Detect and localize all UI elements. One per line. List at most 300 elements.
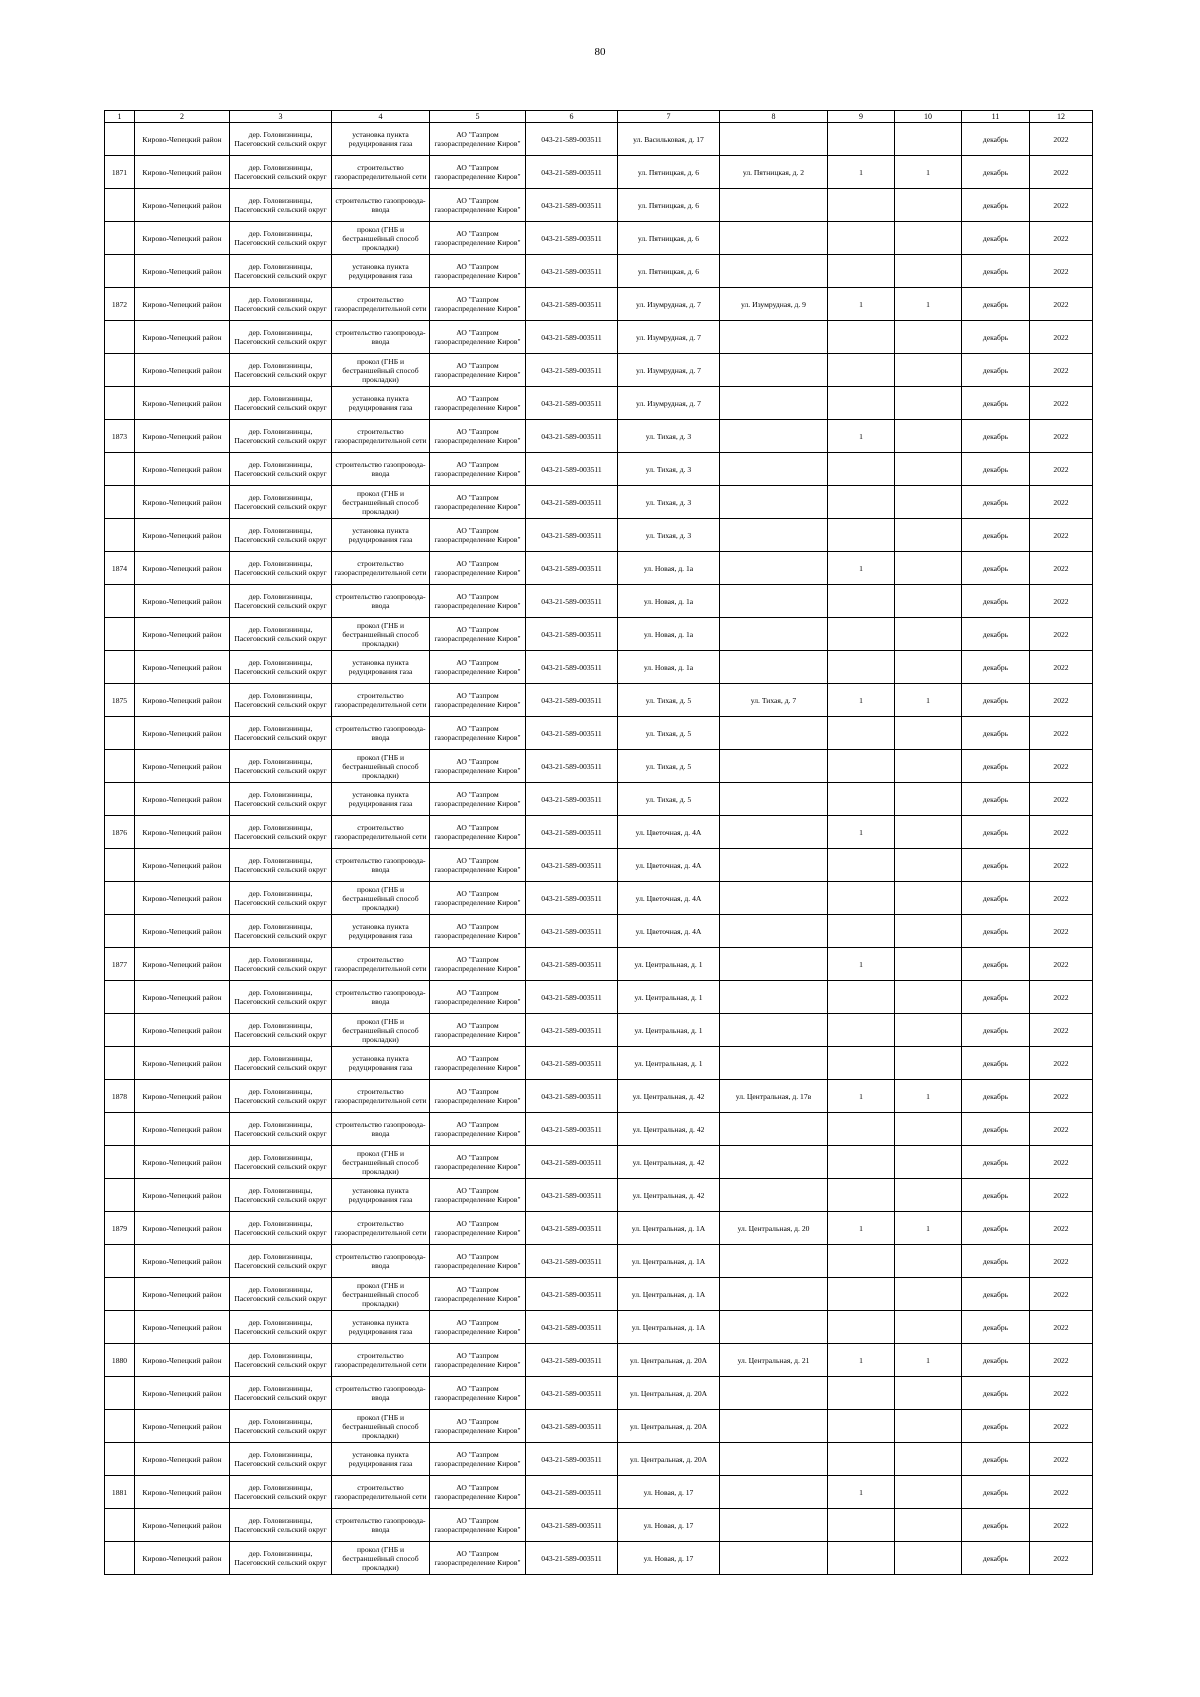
page-number: 80 (594, 46, 606, 58)
district-cell (135, 1146, 230, 1179)
address-cell (618, 1377, 720, 1410)
settlement-cell (230, 1113, 332, 1146)
organization-cell (430, 981, 526, 1014)
connection-address-cell (720, 1146, 828, 1179)
month-cell (962, 222, 1030, 255)
cell-text: 1878 (111, 1091, 128, 1101)
cell-text: 2022 (1053, 596, 1069, 606)
cell-text: Кирово-Чепецкий район (142, 299, 222, 309)
cell-text: ул. Новая, д. 1а (643, 563, 694, 573)
count-cell-10 (895, 1245, 962, 1278)
cell-text: дер. Головизнинцы, Пасеговский сельский округ (234, 757, 327, 775)
cell-text: дер. Головизнинцы, Пасеговский сельский округ (234, 295, 327, 313)
cell-text: 2022 (1053, 1322, 1069, 1332)
cell-text: 043-21-589-003511 (541, 1190, 602, 1200)
row-number-cell (105, 255, 135, 288)
cell-text: 043-21-589-003511 (541, 398, 602, 408)
count-cell-9 (828, 816, 895, 849)
count-cell-10 (895, 189, 962, 222)
connection-address-cell (720, 1344, 828, 1377)
settlement-cell (230, 123, 332, 156)
cell-text: строительство газопровода-ввода (335, 592, 426, 610)
cell-text: АО "Газпром газораспределение Киров" (434, 1483, 521, 1501)
work-type-cell (332, 552, 430, 585)
cell-text: 043-21-589-003511 (541, 1388, 602, 1398)
organization-cell (430, 1014, 526, 1047)
cell-text: прокол (ГНБ и бестраншейный способ прокладки) (342, 1544, 419, 1572)
year-cell (1030, 453, 1093, 486)
cell-text: АО "Газпром газораспределение Киров" (434, 1054, 521, 1072)
table-row (105, 1146, 1093, 1179)
cell-text: 2022 (1053, 1355, 1069, 1365)
work-type-cell (332, 1542, 430, 1575)
row-number-cell (105, 552, 135, 585)
cell-text: АО "Газпром газораспределение Киров" (434, 823, 521, 841)
cell-text: АО "Газпром газораспределение Киров" (434, 427, 521, 445)
cell-text: дер. Головизнинцы, Пасеговский сельский округ (234, 262, 327, 280)
cell-text: 2022 (1053, 530, 1069, 540)
organization-cell (430, 948, 526, 981)
cell-text: ул. Новая, д. 1а (643, 662, 694, 672)
cell-text: установка пункта редуцирования газа (348, 922, 413, 940)
work-type-cell (332, 1047, 430, 1080)
program-number-cell (526, 618, 618, 651)
cell-text: 1 (926, 167, 930, 177)
count-cell-10 (895, 1212, 962, 1245)
cell-text: 1879 (111, 1223, 128, 1233)
row-number-cell (105, 486, 135, 519)
program-number-cell (526, 222, 618, 255)
table-row (105, 189, 1093, 222)
organization-cell (430, 156, 526, 189)
cell-text: 2022 (1053, 860, 1069, 870)
address-cell (618, 948, 720, 981)
program-number-cell (526, 321, 618, 354)
cell-text: 043-21-589-003511 (541, 1322, 602, 1332)
cell-text: 1880 (111, 1355, 128, 1365)
organization-cell (430, 486, 526, 519)
program-number-cell (526, 750, 618, 783)
cell-text: ул. Цветочная, д. 4А (635, 860, 702, 870)
row-number-cell (105, 1344, 135, 1377)
count-cell-9 (828, 1212, 895, 1245)
connection-address-cell (720, 1245, 828, 1278)
cell-text: 1 (859, 299, 863, 309)
connection-address-cell (720, 849, 828, 882)
count-cell-10 (895, 519, 962, 552)
cell-text: прокол (ГНБ и бестраншейный способ прокладки) (342, 884, 419, 912)
work-type-cell (332, 123, 430, 156)
cell-text: 2022 (1053, 794, 1069, 804)
cell-text: дер. Головизнинцы, Пасеговский сельский округ (234, 1186, 327, 1204)
settlement-cell (230, 618, 332, 651)
connection-address-cell (720, 1443, 828, 1476)
row-number-cell (105, 420, 135, 453)
program-number-cell (526, 255, 618, 288)
cell-text: дер. Головизнинцы, Пасеговский сельский округ (234, 988, 327, 1006)
row-number-cell (105, 354, 135, 387)
cell-text: прокол (ГНБ и бестраншейный способ прокладки) (342, 1148, 419, 1176)
organization-cell (430, 1080, 526, 1113)
cell-text: 2022 (1053, 1091, 1069, 1101)
work-type-cell (332, 783, 430, 816)
year-cell (1030, 486, 1093, 519)
row-number-cell (105, 948, 135, 981)
table-row (105, 1410, 1093, 1443)
cell-text: установка пункта редуцирования газа (348, 658, 413, 676)
count-cell-9 (828, 420, 895, 453)
cell-text: ул. Пятницкая, д. 6 (637, 266, 700, 276)
count-cell-10 (895, 981, 962, 1014)
count-cell-9 (828, 882, 895, 915)
table-row (105, 684, 1093, 717)
count-cell-9 (828, 123, 895, 156)
cell-text: дер. Головизнинцы, Пасеговский сельский округ (234, 1219, 327, 1237)
work-type-cell (332, 816, 430, 849)
table-row (105, 783, 1093, 816)
table-row (105, 486, 1093, 519)
cell-text: АО "Газпром газораспределение Киров" (434, 1351, 521, 1369)
row-number-cell (105, 1443, 135, 1476)
cell-text: ул. Центральная, д. 1 (634, 992, 703, 1002)
cell-text: Кирово-Чепецкий район (142, 596, 222, 606)
district-cell (135, 1311, 230, 1344)
settlement-cell (230, 1245, 332, 1278)
row-number-cell (105, 1179, 135, 1212)
organization-cell (430, 288, 526, 321)
cell-text: декабрь (982, 893, 1009, 903)
cell-text: ул. Тихая, д. 3 (645, 464, 692, 474)
work-type-cell (332, 321, 430, 354)
cell-text: ул. Тихая, д. 5 (645, 794, 692, 804)
cell-text: Кирово-Чепецкий район (142, 1223, 222, 1233)
cell-text: декабрь (982, 266, 1009, 276)
organization-cell (430, 1311, 526, 1344)
count-cell-10 (895, 156, 962, 189)
count-cell-9 (828, 948, 895, 981)
month-cell (962, 1443, 1030, 1476)
district-cell (135, 1212, 230, 1245)
table-row (105, 1113, 1093, 1146)
cell-text: ул. Центральная, д. 1А (631, 1223, 706, 1233)
district-cell (135, 651, 230, 684)
cell-text: дер. Головизнинцы, Пасеговский сельский округ (234, 955, 327, 973)
cell-text: декабрь (982, 167, 1009, 177)
cell-text: декабрь (982, 1124, 1009, 1134)
month-cell (962, 1344, 1030, 1377)
work-type-cell (332, 1278, 430, 1311)
cell-text: 1 (859, 827, 863, 837)
cell-text: 2022 (1053, 497, 1069, 507)
count-cell-9 (828, 684, 895, 717)
address-cell (618, 156, 720, 189)
work-type-cell (332, 1344, 430, 1377)
cell-text: прокол (ГНБ и бестраншейный способ прокладки) (342, 488, 419, 516)
cell-text: строительство газораспределительной сети (334, 1483, 427, 1501)
cell-text: 2022 (1053, 563, 1069, 573)
count-cell-9 (828, 1509, 895, 1542)
program-number-cell (526, 189, 618, 222)
organization-cell (430, 1047, 526, 1080)
district-cell (135, 1410, 230, 1443)
cell-text: дер. Головизнинцы, Пасеговский сельский округ (234, 691, 327, 709)
cell-text: Кирово-Чепецкий район (142, 134, 222, 144)
cell-text: ул. Новая, д. 1а (643, 596, 694, 606)
cell-text: дер. Головизнинцы, Пасеговский сельский округ (234, 229, 327, 247)
table-row (105, 222, 1093, 255)
address-cell (618, 288, 720, 321)
count-cell-10 (895, 1080, 962, 1113)
cell-text: ул. Пятницкая, д. 2 (742, 167, 805, 177)
month-cell (962, 1476, 1030, 1509)
address-cell (618, 915, 720, 948)
month-cell (962, 1080, 1030, 1113)
cell-text: 2022 (1053, 134, 1069, 144)
row-number-cell (105, 1245, 135, 1278)
cell-text: ул. Васильковая, д. 17 (633, 134, 704, 144)
cell-text: АО "Газпром газораспределение Киров" (434, 394, 521, 412)
table-row (105, 1278, 1093, 1311)
cell-text: декабрь (982, 959, 1009, 969)
work-type-cell (332, 1080, 430, 1113)
district-cell (135, 255, 230, 288)
connection-address-cell (720, 684, 828, 717)
cell-text: строительство газораспределительной сети (334, 1351, 427, 1369)
cell-text: Кирово-Чепецкий район (142, 695, 222, 705)
cell-text: дер. Головизнинцы, Пасеговский сельский округ (234, 196, 327, 214)
cell-text: 043-21-589-003511 (541, 794, 602, 804)
cell-text: ул. Изумрудная, д. 7 (636, 398, 701, 408)
row-number-cell (105, 1146, 135, 1179)
count-cell-10 (895, 1344, 962, 1377)
year-cell (1030, 816, 1093, 849)
month-cell (962, 585, 1030, 618)
cell-text: декабрь (982, 365, 1009, 375)
count-cell-9 (828, 552, 895, 585)
cell-text: ул. Центральная, д. 1А (631, 1322, 706, 1332)
cell-text: 2022 (1053, 1157, 1069, 1167)
table-row (105, 750, 1093, 783)
count-cell-10 (895, 882, 962, 915)
cell-text: строительство газопровода-ввода (335, 856, 426, 874)
organization-cell (430, 255, 526, 288)
connection-address-cell (720, 321, 828, 354)
cell-text: 043-21-589-003511 (541, 464, 602, 474)
cell-text: дер. Головизнинцы, Пасеговский сельский округ (234, 856, 327, 874)
cell-text: 1 (859, 431, 863, 441)
program-number-cell (526, 717, 618, 750)
cell-text: дер. Головизнинцы, Пасеговский сельский округ (234, 658, 327, 676)
month-cell (962, 1377, 1030, 1410)
program-number-cell (526, 453, 618, 486)
cell-text: ул. Изумрудная, д. 9 (741, 299, 806, 309)
row-number-cell (105, 288, 135, 321)
cell-text: 1 (859, 1091, 863, 1101)
cell-text: 1873 (111, 431, 128, 441)
table-row (105, 1344, 1093, 1377)
year-cell (1030, 717, 1093, 750)
cell-text: 2022 (1053, 464, 1069, 474)
count-cell-10 (895, 651, 962, 684)
cell-text: 043-21-589-003511 (541, 695, 602, 705)
cell-text: ул. Центральная, д. 1А (631, 1289, 706, 1299)
cell-text: дер. Головизнинцы, Пасеговский сельский округ (234, 1021, 327, 1039)
program-number-cell (526, 1377, 618, 1410)
month-cell (962, 1245, 1030, 1278)
cell-text: прокол (ГНБ и бестраншейный способ прокладки) (342, 1412, 419, 1440)
count-cell-9 (828, 1179, 895, 1212)
table-row (105, 717, 1093, 750)
cell-text: дер. Головизнинцы, Пасеговский сельский округ (234, 1549, 327, 1567)
settlement-cell (230, 1014, 332, 1047)
count-cell-9 (828, 189, 895, 222)
table-row (105, 816, 1093, 849)
month-cell (962, 618, 1030, 651)
cell-text: дер. Головизнинцы, Пасеговский сельский округ (234, 460, 327, 478)
cell-text: ул. Изумрудная, д. 7 (636, 365, 701, 375)
work-type-cell (332, 420, 430, 453)
work-type-cell (332, 750, 430, 783)
month-cell (962, 453, 1030, 486)
cell-text: ул. Цветочная, д. 4А (635, 893, 702, 903)
program-number-cell (526, 981, 618, 1014)
work-type-cell (332, 519, 430, 552)
count-cell-9 (828, 651, 895, 684)
program-number-cell (526, 354, 618, 387)
month-cell (962, 1146, 1030, 1179)
cell-text: 2022 (1053, 827, 1069, 837)
program-number-cell (526, 1344, 618, 1377)
address-cell (618, 1476, 720, 1509)
count-cell-10 (895, 816, 962, 849)
program-number-cell (526, 915, 618, 948)
address-cell (618, 1542, 720, 1575)
district-cell (135, 486, 230, 519)
count-cell-10 (895, 1377, 962, 1410)
program-number-cell (526, 783, 618, 816)
cell-text: декабрь (982, 497, 1009, 507)
count-cell-9 (828, 1047, 895, 1080)
table-row (105, 1245, 1093, 1278)
cell-text: АО "Газпром газораспределение Киров" (434, 889, 521, 907)
cell-text: декабрь (982, 992, 1009, 1002)
cell-text: установка пункта редуцирования газа (348, 262, 413, 280)
cell-text: ул. Центральная, д. 42 (632, 1157, 705, 1167)
row-number-cell (105, 1113, 135, 1146)
cell-text: ул. Центральная, д. 21 (737, 1355, 810, 1365)
organization-cell (430, 354, 526, 387)
count-cell-9 (828, 321, 895, 354)
cell-text: декабрь (982, 233, 1009, 243)
cell-text: строительство газораспределительной сети (334, 955, 427, 973)
month-cell (962, 1410, 1030, 1443)
cell-text: декабрь (982, 431, 1009, 441)
cell-text: 043-21-589-003511 (541, 596, 602, 606)
connection-address-cell (720, 816, 828, 849)
program-number-cell (526, 1509, 618, 1542)
cell-text: ул. Новая, д. 17 (643, 1487, 694, 1497)
cell-text: декабрь (982, 1157, 1009, 1167)
cell-text: декабрь (982, 728, 1009, 738)
cell-text: строительство газопровода-ввода (335, 460, 426, 478)
row-number-cell (105, 123, 135, 156)
year-cell (1030, 1476, 1093, 1509)
work-type-cell (332, 222, 430, 255)
cell-text: декабрь (982, 1223, 1009, 1233)
count-cell-9 (828, 1542, 895, 1575)
cell-text: ул. Центральная, д. 20А (629, 1454, 708, 1464)
cell-text: дер. Головизнинцы, Пасеговский сельский округ (234, 790, 327, 808)
cell-text: дер. Головизнинцы, Пасеговский сельский округ (234, 328, 327, 346)
work-type-cell (332, 1509, 430, 1542)
count-cell-10 (895, 750, 962, 783)
table-row (105, 1014, 1093, 1047)
year-cell (1030, 1146, 1093, 1179)
cell-text: дер. Головизнинцы, Пасеговский сельский округ (234, 724, 327, 742)
cell-text: Кирово-Чепецкий район (142, 1124, 222, 1134)
year-cell (1030, 354, 1093, 387)
cell-text: 043-21-589-003511 (541, 530, 602, 540)
cell-text: 1874 (111, 563, 128, 573)
cell-text: 2022 (1053, 761, 1069, 771)
table-row (105, 321, 1093, 354)
address-cell (618, 1146, 720, 1179)
cell-text: Кирово-Чепецкий район (142, 1091, 222, 1101)
cell-text: 1 (926, 299, 930, 309)
count-cell-9 (828, 1278, 895, 1311)
table-row (105, 123, 1093, 156)
settlement-cell (230, 1080, 332, 1113)
cell-text: 043-21-589-003511 (541, 1157, 602, 1167)
cell-text: декабрь (982, 1025, 1009, 1035)
cell-text: Кирово-Чепецкий район (142, 1454, 222, 1464)
connection-address-cell (720, 948, 828, 981)
cell-text: декабрь (982, 200, 1009, 210)
organization-cell (430, 1509, 526, 1542)
address-cell (618, 1113, 720, 1146)
year-cell (1030, 1080, 1093, 1113)
district-cell (135, 222, 230, 255)
cell-text: строительство газопровода-ввода (335, 328, 426, 346)
column-header: 12 (1030, 111, 1093, 123)
cell-text: ул. Центральная, д. 42 (632, 1091, 705, 1101)
cell-text: АО "Газпром газораспределение Киров" (434, 1219, 521, 1237)
cell-text: ул. Пятницкая, д. 6 (637, 233, 700, 243)
cell-text: 043-21-589-003511 (541, 266, 602, 276)
connection-address-cell (720, 486, 828, 519)
settlement-cell (230, 1443, 332, 1476)
row-number-cell (105, 1377, 135, 1410)
cell-text: ул. Пятницкая, д. 6 (637, 200, 700, 210)
work-type-cell (332, 915, 430, 948)
year-cell (1030, 387, 1093, 420)
year-cell (1030, 420, 1093, 453)
cell-text: 043-21-589-003511 (541, 497, 602, 507)
cell-text: 043-21-589-003511 (541, 563, 602, 573)
cell-text: строительство газораспределительной сети (334, 559, 427, 577)
cell-text: ул. Новая, д. 17 (643, 1553, 694, 1563)
cell-text: ул. Тихая, д. 3 (645, 431, 692, 441)
cell-text: 2022 (1053, 1454, 1069, 1464)
work-type-cell (332, 849, 430, 882)
program-number-cell (526, 420, 618, 453)
settlement-cell (230, 1047, 332, 1080)
cell-text: строительство газопровода-ввода (335, 724, 426, 742)
year-cell (1030, 651, 1093, 684)
column-header: 4 (332, 111, 430, 123)
cell-text: 2022 (1053, 233, 1069, 243)
cell-text: 043-21-589-003511 (541, 629, 602, 639)
